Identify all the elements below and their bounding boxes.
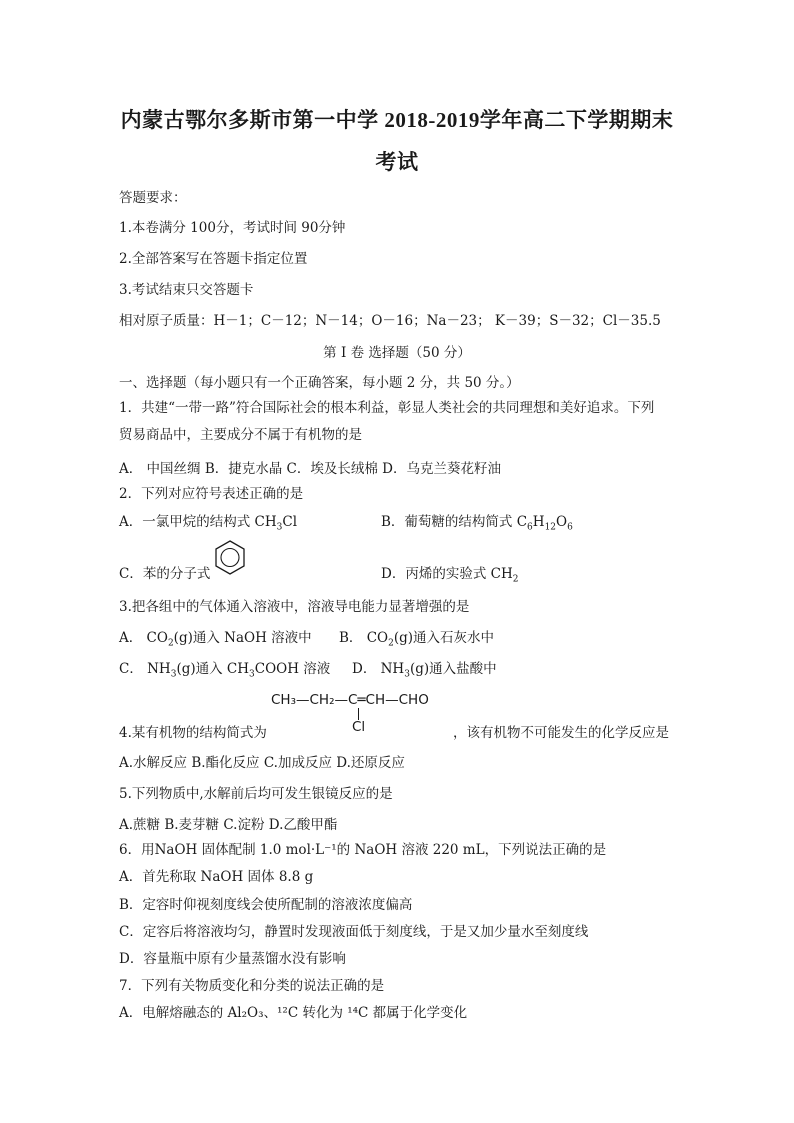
- subscript: 3: [404, 669, 410, 680]
- q3-option-b-text: B． CO: [339, 630, 389, 646]
- q3-stem: 3.把各组中的气体通入溶液中，溶液导电能力显著增强的是: [119, 599, 470, 615]
- requirement-3: 3.考试结束只交答题卡: [119, 282, 254, 298]
- q2-option-a-text: A．一氯甲烷的结构式 CH: [119, 514, 277, 530]
- q1-options: A． 中国丝绸 B．捷克水晶 C．埃及长绒棉 D．乌克兰葵花籽油: [119, 461, 501, 477]
- subscript: 2: [388, 638, 394, 649]
- q3-option-c-rest: (g)通入 CH: [176, 661, 250, 677]
- q6-stem: 6．用NaOH 固体配制 1.0 mol·L⁻¹的 NaOH 溶液 220 mL，下列说法正确的是: [119, 842, 607, 858]
- q2-option-b-text: B．葡萄糖的结构简式 C: [381, 514, 528, 530]
- q4-formula-substituent: Cl: [352, 719, 366, 735]
- q6-option-b: B．定容时仰视刻度线会使所配制的溶液浓度偏高: [119, 897, 413, 913]
- q2-option-d-text: D．丙烯的实验式 CH: [381, 566, 513, 582]
- q4-options: A.水解反应 B.酯化反应 C.加成反应 D.还原反应: [119, 755, 405, 771]
- requirement-2: 2.全部答案写在答题卡指定位置: [119, 251, 308, 267]
- q2-stem: 2．下列对应符号表述正确的是: [119, 486, 304, 502]
- q2-option-b: B．葡萄糖的结构简式 $C_6H_{12}O_6$: [381, 514, 573, 533]
- section-heading: 第 I 卷 选择题（50 分）: [323, 345, 471, 361]
- atomic-masses: 相对原子质量：H－1；C－12；N－14；O－16；Na－23； K－39；S－32；Cl－35.5: [119, 313, 661, 329]
- q2-option-a: [119, 513, 297, 531]
- q3-option-c: [119, 660, 330, 678]
- q3-option-b-rest: (g)通入石灰水中: [393, 630, 495, 646]
- q3-option-a-rest: (g)通入 NaOH 溶液中: [173, 630, 312, 646]
- subscript: 6: [527, 522, 533, 533]
- subscript: 2: [167, 638, 174, 649]
- subscript: 3: [276, 522, 283, 533]
- q4-stem-prefix: 4.某有机物的结构简式为: [119, 725, 267, 741]
- q3-option-a: [119, 629, 312, 647]
- q3-option-d: [352, 660, 497, 678]
- q2-option-c: C．苯的分子式: [119, 566, 211, 582]
- q3-option-d-rest: (g)通入盐酸中: [409, 661, 497, 677]
- q1-stem-line1: 1．共建“一带一路”符合国际社会的根本利益，彰显人类社会的共同理想和美好追求。下列: [119, 400, 655, 416]
- q5-options: A.蔗糖 B.麦芽糖 C.淀粉 D.乙酸甲酯: [119, 817, 338, 833]
- q6-option-a: A．首先称取 NaOH 固体 8.8 g: [119, 869, 314, 885]
- q2-option-d: [381, 565, 518, 583]
- q4-structural-formula: CH₃—CH₂—C═CH—CHO: [271, 692, 429, 708]
- subscript: 12: [544, 522, 557, 533]
- q3-option-d-text: D． NH: [352, 661, 405, 677]
- q3-option-a-text: A． CO: [119, 630, 168, 646]
- q6-option-d: D．容量瓶中原有少量蒸馏水没有影响: [119, 951, 346, 967]
- q3-option-c-tail: COOH 溶液: [254, 661, 331, 677]
- q4-stem-suffix: ，该有机物不可能发生的化学反应是: [453, 725, 669, 741]
- q1-stem-line2: 贸易商品中，主要成分不属于有机物的是: [119, 427, 362, 443]
- subscript: 3: [249, 669, 255, 680]
- page-title-line2: 考试: [375, 150, 419, 174]
- q7-option-a: A．电解熔融态的 Al₂O₃、¹²C 转化为 ¹⁴C 都属于化学变化: [119, 1005, 468, 1021]
- q7-stem: 7．下列有关物质变化和分类的说法正确的是: [119, 978, 385, 994]
- subscript: 6: [567, 522, 573, 533]
- requirements-heading: 答题要求：: [119, 190, 187, 206]
- subscript: 3: [170, 669, 177, 680]
- q2-option-a-tail: Cl: [282, 514, 298, 530]
- section-instructions: 一、选择题（每小题只有一个正确答案，每小题 2 分，共 50 分。）: [119, 375, 520, 391]
- q3-option-c-text: C． NH: [119, 661, 171, 677]
- q6-option-c: C．定容后将溶液均匀，静置时发现液面低于刻度线，于是又加少量水至刻度线: [119, 924, 589, 940]
- q3-option-b: [339, 629, 494, 647]
- subscript: 2: [512, 574, 519, 585]
- page-title-line1: 内蒙古鄂尔多斯市第一中学 2018-2019学年高二下学期期末: [120, 108, 674, 132]
- requirement-1: 1.本卷满分 100分，考试时间 90分钟: [119, 220, 346, 236]
- q5-stem: 5.下列物质中,水解前后均可发生银镜反应的是: [119, 786, 393, 802]
- benzene-ring-icon: [213, 539, 247, 577]
